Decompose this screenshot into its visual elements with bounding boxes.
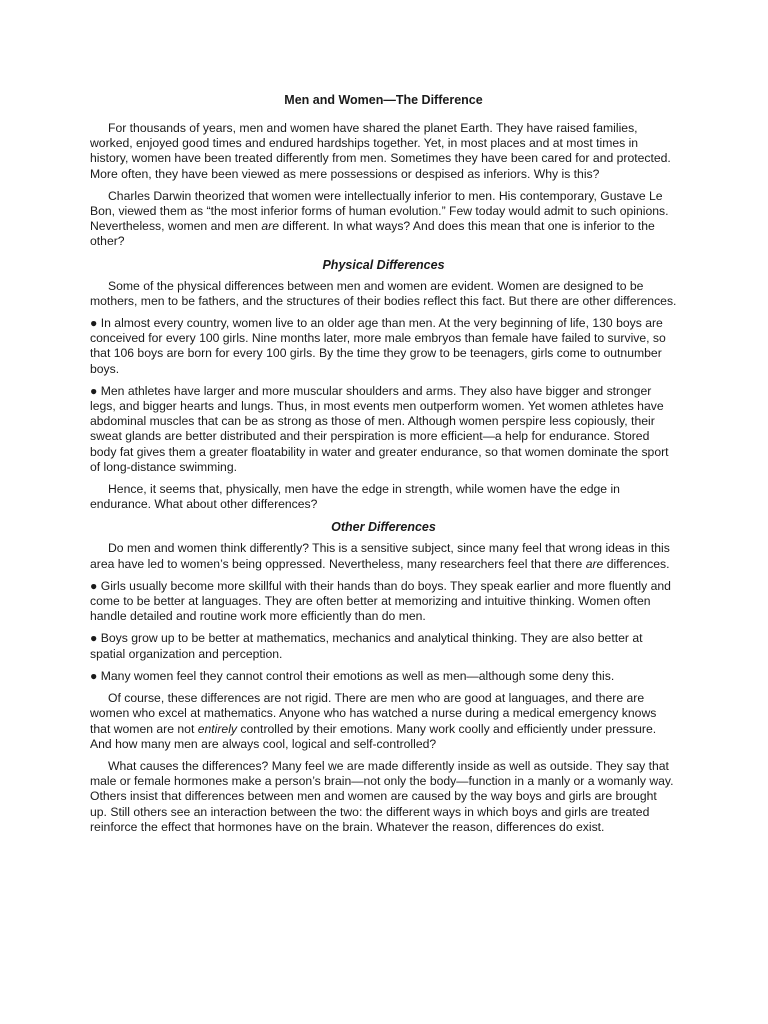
physical-differences-heading: Physical Differences bbox=[322, 257, 445, 272]
intro-p2-text-b: different. In what ways? And does this mean that one is inferior to the other? bbox=[90, 219, 655, 249]
intro-paragraph-2 bbox=[90, 189, 677, 250]
other-p2-text-b: controlled by their emotions. Many work coolly and efficiently under pressure. And how many men are always cool, logical and self-controlled? bbox=[90, 721, 657, 751]
other-paragraph-2 bbox=[90, 691, 677, 752]
other-p1-text-b: differences. bbox=[603, 556, 670, 571]
other-p1-text-a: Do men and women think differently? This is a sensitive subject, since many feel that wrong ideas in this area have led to women’s being oppressed. Nevertheless, many researchers feel that there bbox=[90, 541, 670, 571]
other-p1-emphasis: are bbox=[585, 556, 604, 571]
other-bullet-1: ● Girls usually become more skillful with their hands than do boys. They speak earlier and more fluently and come to be better at languages. They are often better at memorizing and intuitive thinking. Women often handle detailed and routine work more efficiently than do men. bbox=[90, 578, 671, 624]
other-p2-emphasis: entirely bbox=[197, 721, 238, 736]
other-p2-text-a: Of course, these differences are not rigid. There are men who are good at languages, and there are women who excel at mathematics. Anyone who has watched a nurse during a medical emergency knows that women are not bbox=[90, 691, 657, 736]
physical-paragraph-1: Some of the physical differences between men and women are evident. Women are designed to be mothers, men to be fathers, and the structures of their bodies reflect this fact. But there are other differences. bbox=[90, 278, 677, 308]
other-bullet-3: ● Many women feel they cannot control their emotions as well as men—although some deny this. bbox=[90, 668, 615, 683]
physical-bullet-1: ● In almost every country, women live to an older age than men. At the very beginning of life, 130 boys are conceived for every 100 girls. Nine months later, more male embryos than female have failed to survive, so that 106 boys are born for every 100 girls. By the time they grow to be teenagers, girls come to outnumber boys. bbox=[90, 316, 666, 376]
intro-p2-emphasis: are bbox=[261, 219, 280, 234]
other-paragraph-3: What causes the differences? Many feel we are made differently inside as well as outside. They say that male or female hormones make a person’s brain—not only the body—function in a manly or a womanly way. Others insist that differences between men and women are caused by the way boys and girls are brought up. Still others see an interaction between the two: the different ways in which boys and girls are treated reinforce the effect that hormones have on the brain. Whatever the reason, differences do exist. bbox=[90, 758, 674, 834]
intro-p2-text-a: Charles Darwin theorized that women were intellectually inferior to men. His contemporary, Gustave Le Bon, viewed them as “the most inferior forms of human evolution.” Few today would admit to such opinions. Nevertheless, women and men bbox=[90, 188, 669, 234]
other-paragraph-1 bbox=[90, 541, 677, 571]
document-page bbox=[90, 92, 677, 842]
intro-paragraph-1: For thousands of years, men and women have shared the planet Earth. They have raised families, worked, enjoyed good times and endured hardships together. Yet, in most places and at most times in history, women have been treated differently from men. Sometimes they have been cared for and protected. More often, they have been viewed as mere possessions or despised as inferiors. Why is this? bbox=[90, 121, 671, 181]
other-differences-heading: Other Differences bbox=[331, 520, 436, 535]
document-title: Men and Women—The Difference bbox=[284, 93, 483, 107]
other-bullet-2: ● Boys grow up to be better at mathematics, mechanics and analytical thinking. They are also better at spatial organization and perception. bbox=[90, 631, 643, 661]
physical-bullet-2: ● Men athletes have larger and more muscular shoulders and arms. They also have bigger and stronger legs, and bigger hearts and lungs. Thus, in most events men outperform women. Yet women athletes have abdominal muscles that can be as strong as those of men. Although women perspire less copiously, their sweat glands are better distributed and their perspiration is more efficient—a help for endurance. Stored body fat gives them a greater floatability in water and greater endurance, so that women dominate the sport of long-distance swimming. bbox=[90, 383, 669, 474]
physical-paragraph-2: Hence, it seems that, physically, men have the edge in strength, while women have the edge in endurance. What about other differences? bbox=[90, 482, 620, 512]
